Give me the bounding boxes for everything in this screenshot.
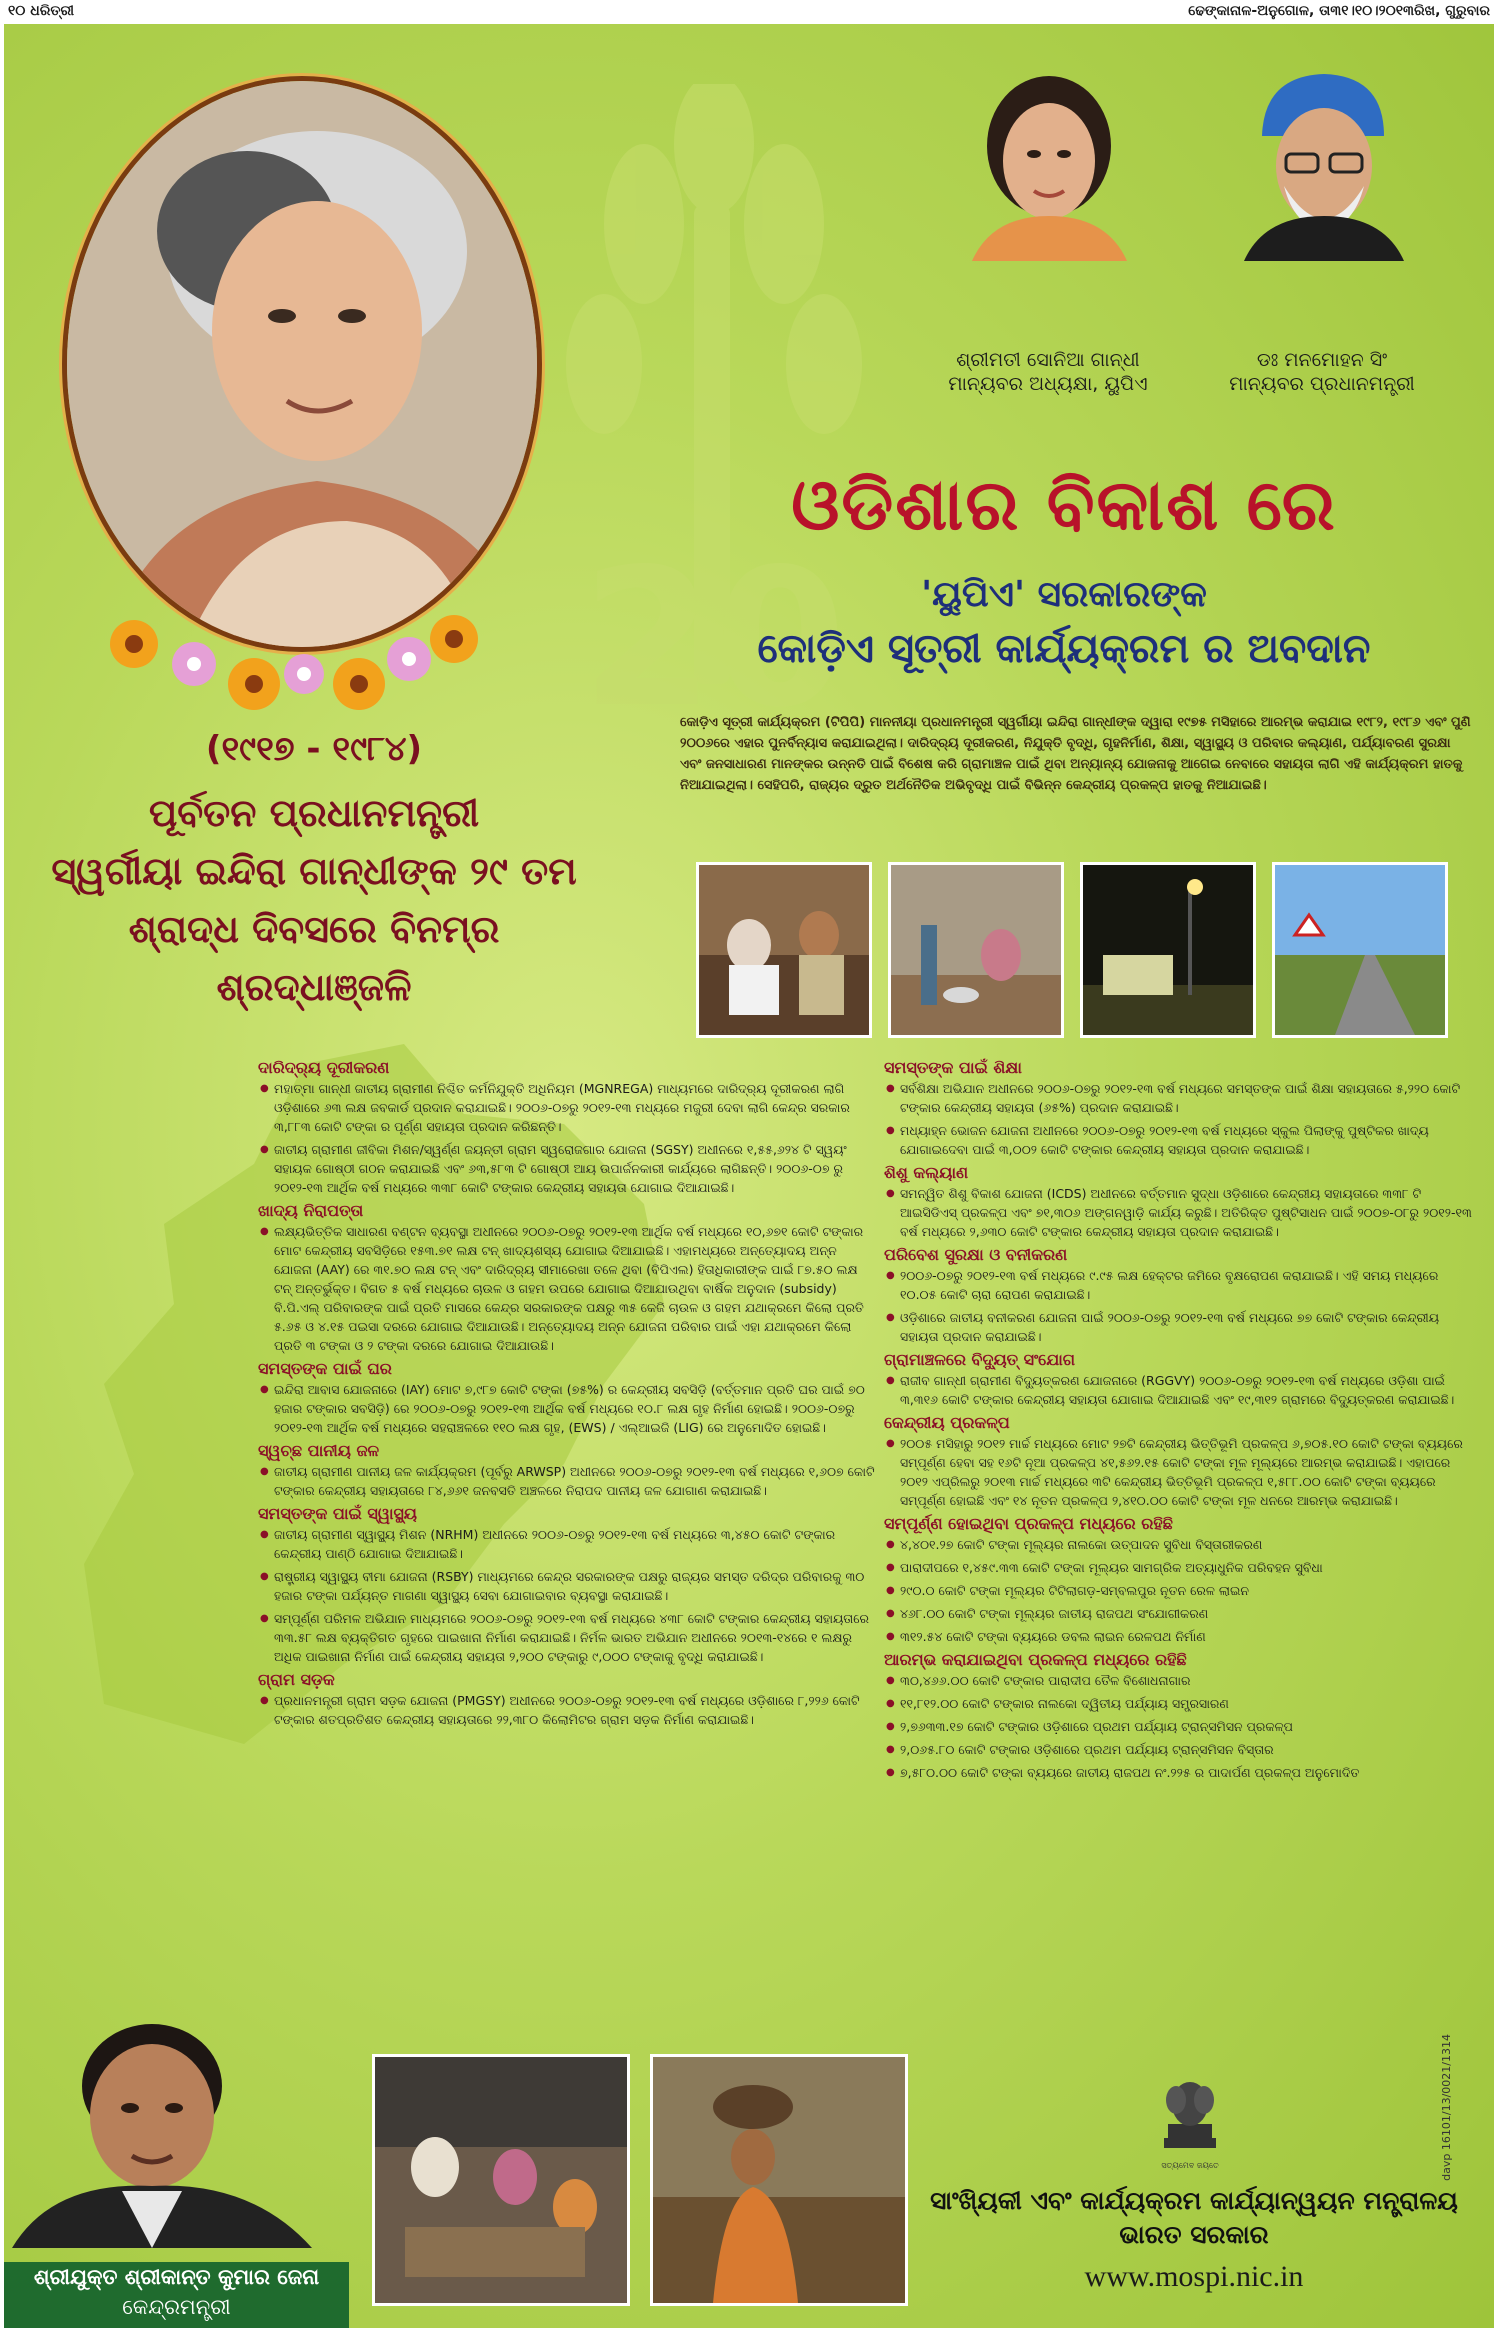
achievement-item: ● ୨୦୦୫ ମସିହାରୁ ୨୦୧୨ ମାର୍ଚ୍ଚ ମଧ୍ୟରେ ମୋଟ ୨୭ଟି କେନ୍ଦ୍ରୀୟ ଭିତ୍ତିଭୂମି ପ୍ରକଳ୍ପ ୬,୭୦୫.୧୦ କୋଟି ଟଙ୍କା ବ୍ୟୟରେ ସମ୍ପୂର୍ଣ୍ଣ ହେବା ସହ ୧୬ଟି ନୂଆ ପ୍ରକଳ୍ପ ୪୧,୫୬୨.୧୫ କୋଟି ଟଙ୍କା ମୂଳ ମୂଲ୍ୟରେ ଆରମ୍ଭ କରାଯାଇଛି। ଏହାପରେ ୨୦୧୨ ଏପ୍ରିଲରୁ ୨୦୧୩ ମାର୍ଚ୍ଚ ମଧ୍ୟରେ ୩ଟି କେନ୍ଦ୍ରୀୟ ଭିତ୍ତିଭୂମି ପ୍ରକଳ୍ପ ୧,୫୮୮.୦୦ କୋଟି ଟଙ୍କା ବ୍ୟୟରେ ସମ୍ପୂର୍ଣ୍ଣ ହୋଇଛି ଏବଂ ୧୪ ନୂତନ ପ୍ରକଳ୍ପ ୨,୪୧୦.୦୦ କୋଟି ଟଙ୍କା ମୂଳ ଧନରେ ଆରମ୍ଭ କରାଯାଇଛି। <box>884 1434 1476 1510</box>
achievement-item: ● ୪୬୮.୦୦ କୋଟି ଟଙ୍କା ମୂଲ୍ୟର ଜାତୀୟ ରାଜପଥ ସଂଯୋଗୀକରଣ <box>884 1604 1476 1623</box>
achievements-right-column <box>884 1054 1476 1786</box>
section-heading: ସମସ୍ତଙ୍କ ପାଇଁ ଶିକ୍ଷା <box>884 1058 1022 1077</box>
ministry-line-1: ସାଂଖ୍ୟିକୀ ଏବଂ କାର୍ଯ୍ୟକ୍ରମ କାର୍ଯ୍ୟାନ୍ୱୟନ ମନ୍ତ୍ରାଳୟ <box>930 2186 1458 2215</box>
achievement-item: ● ୩୧୨.୫୪ କୋଟି ଟଙ୍କା ବ୍ୟୟରେ ଡବଲ ଲାଇନ ରେଳପଥ ନିର୍ମାଣ <box>884 1627 1476 1646</box>
section-heading: ଦାରିଦ୍ର୍ୟ ଦୂରୀକରଣ <box>258 1058 390 1077</box>
rural-labour-photo <box>650 2054 908 2306</box>
achievement-item: ● ସମ୍ପୂର୍ଣ୍ଣ ପରିମଳ ଅଭିଯାନ ମାଧ୍ୟମରେ ୨୦୦୬-୦୭ରୁ ୨୦୧୨-୧୩ ବର୍ଷ ମଧ୍ୟରେ ୪୩୮ କୋଟି ଟଙ୍କାର କେନ୍ଦ୍ରୀୟ ସହାୟତାରେ ୩୩.୫୮ ଲକ୍ଷ ବ୍ୟକ୍ତିଗତ ଗୃହରେ ପାଇଖାନା ନିର୍ମାଣ କରାଯାଇଛି। ନିର୍ମଳ ଭାରତ ଅଭିଯାନ ଅଧୀନରେ ୨୦୧୩-୧୪ରେ ୧ ଲକ୍ଷରୁ ଅଧିକ ପାଇଖାନା ନିର୍ମାଣ ପାଇଁ କେନ୍ଦ୍ରୀୟ ସହାୟତା ୨,୨୦୦ ଟଙ୍କାରୁ ୯,୦୦୦ ଟଙ୍କାକୁ ବୃଦ୍ଧି କରାଯାଇଛି। <box>258 1609 878 1666</box>
manmohan-singh-caption <box>1192 348 1452 396</box>
tribute-message <box>44 784 584 1016</box>
achievement-item: ● ୪,୪୦୧.୨୭ କୋଟି ଟଙ୍କା ମୂଲ୍ୟର ନାଲକୋ ଉତ୍ପାଦନ ସୁବିଧା ବିସ୍ତାରୀକରଣ <box>884 1535 1476 1554</box>
svg-text:20: 20 <box>581 528 847 749</box>
sonia-gandhi-caption <box>918 348 1178 396</box>
page-number: ୧୦ ଧରିତ୍ରୀ <box>8 3 75 19</box>
achievement-item: ● ୨୯୦.୦ କୋଟି ଟଙ୍କା ମୂଲ୍ୟର ଟିଟିଲାଗଡ଼-ସମ୍ବଲପୁର ନୂତନ ରେଳ ଲାଇନ <box>884 1581 1476 1600</box>
main-headline: ଓଡିଶାର ବିକାଶ ରେ <box>791 464 1337 546</box>
achievement-item: ● ମହାତ୍ମା ଗାନ୍ଧୀ ଜାତୀୟ ଗ୍ରାମୀଣ ନିଶ୍ଚିତ କର୍ମନିଯୁକ୍ତି ଅଧିନିୟମ (MGNREGA) ମାଧ୍ୟମରେ ଦାରିଦ୍ର୍ୟ ଦୂରୀକରଣ ଲାଗି ଓଡ଼ିଶାରେ ୬୩ ଲକ୍ଷ ଜବକାର୍ଡ ପ୍ରଦାନ କରାଯାଇଛି। ୨୦୦୬-୦୭ରୁ ୨୦୧୨-୧୩ ମଧ୍ୟରେ ମଜୁରୀ ଦେବା ଲାଗି କେନ୍ଦ୍ର ସରକାର ୩,୮୮୩ କୋଟି ଟଙ୍କା ର ପୂର୍ଣ୍ଣ ସହାୟତା ପ୍ରଦାନ କରିଛନ୍ତି। <box>258 1079 878 1136</box>
section-heading: ସ୍ୱଚ୍ଛ ପାନୀୟ ଜଳ <box>258 1441 380 1460</box>
achievement-item: ● ଓଡ଼ିଶାରେ ଜାତୀୟ ବନୀକରଣ ଯୋଜନା ପାଇଁ ୨୦୦୬-୦୭ରୁ ୨୦୧୨-୧୩ ବର୍ଷ ମଧ୍ୟରେ ୭୭ କୋଟି ଟଙ୍କାର କେନ୍ଦ୍ରୀୟ ସହାୟତା ପ୍ରଦାନ କରାଯାଇଛି। <box>884 1308 1476 1346</box>
achievement-item: ● ଇନ୍ଦିରା ଆବାସ ଯୋଜନାରେ (IAY) ମୋଟ ୭,୯୮୭ କୋଟି ଟଙ୍କା (୭୫%) ର କେନ୍ଦ୍ରୀୟ ସବସିଡ଼ି (ବର୍ତ୍ତମାନ ପ୍ରତି ଘର ପାଇଁ ୭୦ ହଜାର ଟଙ୍କାର ସବସିଡ଼ି) ରେ ୨୦୦୬-୦୭ରୁ ୨୦୧୨-୧୩ ଆର୍ଥିକ ବର୍ଷ ମଧ୍ୟରେ ୧୦.୮ ଲକ୍ଷ ଗୃହ ନିର୍ମାଣ ହୋଇଛି। ୨୦୦୬-୦୭ରୁ ୨୦୧୨-୧୩ ଆର୍ଥିକ ବର୍ଷ ମଧ୍ୟରେ ସହରାଞ୍ଚଳରେ ୧୧୦ ଲକ୍ଷ ଗୃହ, (EWS) / ଏଲ୍ଆଇଜି (LIG) ରେ ଅନୁମୋଦିତ ହୋଇଛି। <box>258 1380 878 1437</box>
achievement-item: ● ୨,୭୬୩୩.୧୭ କୋଟି ଟଙ୍କାର ଓଡ଼ିଶାରେ ପ୍ରଥମ ପର୍ଯ୍ୟାୟ ଟ୍ରାନ୍ସମିସନ ପ୍ରକଳ୍ପ <box>884 1717 1476 1736</box>
tribute-line-2: ସ୍ୱର୍ଗୀୟା ଇନ୍ଦିରା ଗାନ୍ଧୀଙ୍କ ୨୯ ତମ <box>51 849 577 893</box>
ration-distribution-photo <box>372 2054 630 2306</box>
section-heading: ସମସ୍ତଙ୍କ ପାଇଁ ଘର <box>258 1359 392 1378</box>
achievement-item: ● ୩୦,୪୬୬.୦୦ କୋଟି ଟଙ୍କାର ପାରାଦୀପ ତୈଳ ବିଶୋଧନାଗାର <box>884 1671 1476 1690</box>
sonia-gandhi-photo <box>962 66 1137 261</box>
rural-road-photo <box>1272 862 1448 1038</box>
section-heading: ଆରମ୍ଭ କରାଯାଇଥିବା ପ୍ରକଳ୍ପ ମଧ୍ୟରେ ରହିଛି <box>884 1650 1187 1669</box>
davp-code: davp 16101/13/0021/1314 <box>1440 2034 1453 2181</box>
achievement-item: ● ୨,୦୬୫.୮୦ କୋଟି ଟଙ୍କାର ଓଡ଼ିଶାରେ ପ୍ରଥମ ପର୍ଯ୍ୟାୟ ଟ୍ରାନ୍ସମିସନ ବିସ୍ତାର <box>884 1740 1476 1759</box>
newspaper-header <box>0 0 1498 22</box>
achievement-item: ● ସମନ୍ୱିତ ଶିଶୁ ବିକାଶ ଯୋଜନା (ICDS) ଅଧୀନରେ ବର୍ତ୍ତମାନ ସୁଦ୍ଧା ଓଡ଼ିଶାରେ କେନ୍ଦ୍ରୀୟ ସହାୟତାରେ ୩୩୮ ଟି ଆଇସିଡିଏସ୍ ପ୍ରକଳ୍ପ ଏବଂ ୭୧,୩୦୬ ଅଙ୍ଗନୱାଡ଼ି କାର୍ଯ୍ୟ କରୁଛି। ଅତିରିକ୍ତ ପୁଷ୍ଟିସାଧନ ପାଇଁ ୨୦୦୭-୦୮ରୁ ୨୦୧୨-୧୩ ବର୍ଷ ମଧ୍ୟରେ ୨,୬୩୦ କୋଟି ଟଙ୍କାର କେନ୍ଦ୍ରୀୟ ସହାୟତା ପ୍ରଦାନ କରାଯାଇଛି। <box>884 1184 1476 1241</box>
achievement-item: ● ୭,୫୮୦.୦୦ କୋଟି ଟଙ୍କା ବ୍ୟୟରେ ଜାତୀୟ ରାଜପଥ ନଂ.୨୨୫ ର ପାଦାର୍ପଣ ପ୍ରକଳ୍ପ ଅନୁମୋଦିତ <box>884 1763 1476 1782</box>
section-heading: ପରିବେଶ ସୁରକ୍ଷା ଓ ବନୀକରଣ <box>884 1245 1068 1264</box>
ministry-name <box>924 2184 1464 2252</box>
advertisement <box>4 24 1494 2328</box>
section-heading: ଶିଶୁ କଲ୍ୟାଣ <box>884 1163 969 1182</box>
minister-name: ଶ୍ରୀଯୁକ୍ତ ଶ୍ରୀକାନ୍ତ କୁମାର ଜେନା <box>33 2265 320 2289</box>
achievement-item: ● ପ୍ରଧାନମନ୍ତ୍ରୀ ଗ୍ରାମ ସଡ଼କ ଯୋଜନା (PMGSY) ଅଧୀନରେ ୨୦୦୬-୦୭ରୁ ୨୦୧୨-୧୩ ବର୍ଷ ମଧ୍ୟରେ ଓଡ଼ିଶାରେ ୮,୨୨୬ କୋଟି ଟଙ୍କାର ଶତପ୍ରତିଶତ କେନ୍ଦ୍ରୀୟ ସହାୟତାରେ ୨୨,୩୮୦ କିଲୋମିଟର ଗ୍ରାମ ସଡ଼କ ନିର୍ମାଣ କରାଯାଇଛି। <box>258 1691 878 1729</box>
subheadline-programme: କୋଡ଼ିଏ ସୂତ୍ରୀ କାର୍ଯ୍ୟକ୍ରମ ର ଅବଦାନ <box>757 626 1371 672</box>
section-heading: ସମ୍ପୂର୍ଣ୍ଣ ହୋଇଥିବା ପ୍ରକଳ୍ପ ମଧ୍ୟରେ ରହିଛି <box>884 1514 1173 1533</box>
minister-title: କେନ୍ଦ୍ରମନ୍ତ୍ରୀ <box>122 2295 231 2319</box>
achievement-item: ● ୧୧,୮୧୨.୦୦ କୋଟି ଟଙ୍କାର ନାଲକୋ ଦ୍ୱିତୀୟ ପର୍ଯ୍ୟାୟ ସମ୍ପ୍ରସାରଣ <box>884 1694 1476 1713</box>
achievement-item: ● ଜାତୀୟ ଗ୍ରାମୀଣ ଜୀବିକା ମିଶନ/ସ୍ୱର୍ଣ୍ଣ ଜୟନ୍ତୀ ଗ୍ରାମ ସ୍ୱରୋଜଗାର ଯୋଜନା (SGSY) ଅଧୀନରେ ୧,୫୫,୬୨୪ ଟି ସ୍ୱୟଂ ସହାୟକ ଗୋଷ୍ଠୀ ଗଠନ କରାଯାଇଛି ଏବଂ ୬୩,୫୮୩ ଟି ଗୋଷ୍ଠୀ ଆୟ ଉପାର୍ଜନକାରୀ କାର୍ଯ୍ୟରେ ଲାଗିଛନ୍ତି। ୨୦୦୬-୦୭ ରୁ ୨୦୧୨-୧୩ ଆର୍ଥିକ ବର୍ଷ ମଧ୍ୟରେ ୩୩୮ କୋଟି ଟଙ୍କାର କେନ୍ଦ୍ରୀୟ ସହାୟତା ଯୋଗାଇ ଦିଆଯାଇଛି। <box>258 1140 878 1197</box>
minister-nameplate <box>4 2262 349 2328</box>
emblem-motto: ସତ୍ୟମେବ ଜୟତେ <box>1161 2161 1219 2170</box>
achievement-item: ● ୨୦୦୬-୦୭ରୁ ୨୦୧୨-୧୩ ବର୍ଷ ମଧ୍ୟରେ ୯.୯୫ ଲକ୍ଷ ହେକ୍ଟର ଜମିରେ ବୃକ୍ଷରୋପଣ କରାଯାଇଛି। ଏହି ସମୟ ମଧ୍ୟରେ ୧୦.୦୫ କୋଟି ଚାରା ରୋପଣ କରାଯାଇଛି। <box>884 1266 1476 1304</box>
achievement-item: ● ରାଷ୍ଟ୍ରୀୟ ସ୍ୱାସ୍ଥ୍ୟ ବୀମା ଯୋଜନା (RSBY) ମାଧ୍ୟମରେ କେନ୍ଦ୍ର ସରକାରଙ୍କ ପକ୍ଷରୁ ରାଜ୍ୟର ସମସ୍ତ ଦରିଦ୍ର ପରିବାରକୁ ୩୦ ହଜାର ଟଙ୍କା ପର୍ଯ୍ୟନ୍ତ ମାଗଣା ସ୍ୱାସ୍ଥ୍ୟ ସେବା ଯୋଗାଇବାର ବ୍ୟବସ୍ଥା କରାଯାଇଛି। <box>258 1567 878 1605</box>
health-checkup-photo <box>696 862 872 1038</box>
section-heading: ସମସ୍ତଙ୍କ ପାଇଁ ସ୍ୱାସ୍ଥ୍ୟ <box>258 1504 417 1523</box>
tribute-line-3: ଶ୍ରାଦ୍ଧ ଦିବସରେ ବିନମ୍ର ଶ୍ରଦ୍ଧାଞ୍ଜଳି <box>128 907 500 1009</box>
flower-garland <box>104 604 484 714</box>
minister-portrait <box>12 2016 312 2248</box>
ministry-website-link[interactable]: www.mospi.nic.in <box>1084 2260 1304 2293</box>
achievement-item: ● ସର୍ବଶିକ୍ଷା ଅଭିଯାନ ଅଧୀନରେ ୨୦୦୬-୦୭ରୁ ୨୦୧୨-୧୩ ବର୍ଷ ମଧ୍ୟରେ ସମସ୍ତଙ୍କ ପାଇଁ ଶିକ୍ଷା ସହାୟତାରେ ୫,୨୨୦ କୋଟି ଟଙ୍କାର କେନ୍ଦ୍ରୀୟ ସହାୟତା (୬୫%) ପ୍ରଦାନ କରାଯାଇଛି। <box>884 1079 1476 1117</box>
achievement-item: ● ଜାତୀୟ ଗ୍ରାମୀଣ ସ୍ୱାସ୍ଥ୍ୟ ମିଶନ (NRHM) ଅଧୀନରେ ୨୦୦୬-୦୭ରୁ ୨୦୧୨-୧୩ ବର୍ଷ ମଧ୍ୟରେ ୩,୪୫୦ କୋଟି ଟଙ୍କାର କେନ୍ଦ୍ରୀୟ ପାଣ୍ଠି ଯୋଗାଇ ଦିଆଯାଇଛି। <box>258 1525 878 1563</box>
indira-gandhi-portrait <box>62 76 542 652</box>
water-supply-photo <box>888 862 1064 1038</box>
achievement-item: ● ରାଜୀବ ଗାନ୍ଧୀ ଗ୍ରାମୀଣ ବିଦ୍ୟୁତ୍‌କରଣ ଯୋଜନାରେ (RGGVY) ୨୦୦୬-୦୭ରୁ ୨୦୧୨-୧୩ ବର୍ଷ ମଧ୍ୟରେ ଓଡ଼ିଶା ପାଇଁ ୩,୩୧୬ କୋଟି ଟଙ୍କାର କେନ୍ଦ୍ରୀୟ ସହାୟତା ଯୋଗାଇ ଦିଆଯାଇଛି ଏବଂ ୧୯,୩୧୨ ଗ୍ରାମରେ ବିଦ୍ୟୁତ୍‌କରଣ କରାଯାଇଛି। <box>884 1371 1476 1409</box>
manmohan-singh-photo <box>1234 66 1409 261</box>
leader-role: ମାନ୍ୟବର ଅଧ୍ୟକ୍ଷା, ୟୁପିଏ <box>948 373 1148 395</box>
ministry-line-2: ଭାରତ ସରକାର <box>1119 2220 1269 2249</box>
intro-paragraph: କୋଡ଼ିଏ ସୂତ୍ରୀ କାର୍ଯ୍ୟକ୍ରମ (ଟିପିପି) ମାନନୀୟା ପ୍ରଧାନମନ୍ତ୍ରୀ ସ୍ୱର୍ଗୀୟା ଇନ୍ଦିରା ଗାନ୍ଧୀଙ୍କ ଦ୍ୱାରା ୧୯୭୫ ମସିହାରେ ଆରମ୍ଭ କରାଯାଇ ୧୯୮୨, ୧୯୮୬ ଏବଂ ପୁଣି ୨୦୦୬ରେ ଏହାର ପୁନର୍ବିନ୍ୟାସ କରାଯାଇଥିଲା। ଦାରିଦ୍ର୍ୟ ଦୂରୀକରଣ, ନିଯୁକ୍ତି ବୃଦ୍ଧି, ଗୃହନିର୍ମାଣ, ଶିକ୍ଷା, ସ୍ୱାସ୍ଥ୍ୟ ଓ ପରିବାର କଲ୍ୟାଣ, ପର୍ଯ୍ୟାବରଣ ସୁରକ୍ଷା ଏବଂ ଜନସାଧାରଣ ମାନଙ୍କର ଉନ୍ନତି ପାଇଁ ବିଶେଷ କରି ଗ୍ରାମାଞ୍ଚଳ ପାଇଁ ଥିବା ଅନ୍ୟାନ୍ୟ ଯୋଜନାକୁ ଆଗେଇ ନେବାରେ ସହାୟତା ଲାଗି ଏହି କାର୍ଯ୍ୟକ୍ରମ ହାତକୁ ନିଆଯାଇଥିଲା। ସେହିପରି, ରାଜ୍ୟର ଦ୍ରୁତ ଅର୍ଥନୈତିକ ଅଭିବୃଦ୍ଧି ପାଇଁ ବିଭିନ୍ନ କେନ୍ଦ୍ରୀୟ ପ୍ରକଳ୍ପ ହାତକୁ ନିଆଯାଇଛି। <box>680 715 1471 793</box>
achievement-item: ● ମଧ୍ୟାହ୍ନ ଭୋଜନ ଯୋଜନା ଅଧୀନରେ ୨୦୦୬-୦୭ରୁ ୨୦୧୨-୧୩ ବର୍ଷ ମଧ୍ୟରେ ସ୍କୁଲ ପିଲାଙ୍କୁ ପୁଷ୍ଟିକର ଖାଦ୍ୟ ଯୋଗାଇଦେବା ପାଇଁ ୩,୦୦୨ କୋଟି ଟଙ୍କାର କେନ୍ଦ୍ରୀୟ ସହାୟତା ପ୍ରଦାନ କରାଯାଇଛି। <box>884 1121 1476 1159</box>
subheadline-upa: 'ୟୁପିଏ' ସରକାରଙ୍କ <box>921 574 1207 615</box>
rural-electrification-photo <box>1080 862 1256 1038</box>
national-emblem-icon <box>1154 2064 1226 2176</box>
achievement-item: ● ଜାତୀୟ ଗ୍ରାମୀଣ ପାନୀୟ ଜଳ କାର୍ଯ୍ୟକ୍ରମ (ପୂର୍ବରୁ ARWSP) ଅଧୀନରେ ୨୦୦୬-୦୭ରୁ ୨୦୧୨-୧୩ ବର୍ଷ ମଧ୍ୟରେ ୧,୬୦୭ କୋଟି ଟଙ୍କାର କେନ୍ଦ୍ରୀୟ ସହାୟତାରେ ୮୪,୬୬୧ ଜନବସତି ଅଞ୍ଚଳରେ ନିରାପଦ ପାନୀୟ ଜଳ ଯୋଗାଣ କରାଯାଇଛି। <box>258 1462 878 1500</box>
leader-role: ମାନ୍ୟବର ପ୍ରଧାନମନ୍ତ୍ରୀ <box>1229 373 1415 395</box>
tribute-line-1: ପୂର୍ବତନ ପ୍ରଧାନମନ୍ତ୍ରୀ <box>148 791 480 835</box>
dateline: ଢେଙ୍କାନାଳ-ଅନୁଗୋଳ, ତା୩୧।୧୦।୨୦୧୩ରିଖ, ଗୁରୁବାର <box>1188 3 1490 19</box>
achievements-left-column <box>258 1054 878 1733</box>
achievement-item: ● ଲକ୍ଷ୍ୟଭିତ୍ତିକ ସାଧାରଣ ବଣ୍ଟନ ବ୍ୟବସ୍ଥା ଅଧୀନରେ ୨୦୦୬-୦୭ରୁ ୨୦୧୨-୧୩ ଆର୍ଥିକ ବର୍ଷ ମଧ୍ୟରେ ୧୦,୬୭୧ କୋଟି ଟଙ୍କାର ମୋଟ କେନ୍ଦ୍ରୀୟ ସବସିଡ଼ିରେ ୧୫୩.୭୧ ଲକ୍ଷ ଟନ୍ ଖାଦ୍ୟଶସ୍ୟ ଯୋଗାଇ ଦିଆଯାଇଛି। ଏହାମଧ୍ୟରେ ଅନ୍ତ୍ୟୋଦୟ ଅନ୍ନ ଯୋଜନା (AAY) ରେ ୩୧.୭୦ ଲକ୍ଷ ଟନ୍ ଏବଂ ଦାରିଦ୍ର୍ୟ ସୀମାରେଖା ତଳେ ଥିବା (ବିପିଏଲ) ହିତାଧିକାରୀଙ୍କ ପାଇଁ ୮୭.୫୦ ଲକ୍ଷ ଟନ୍ ଅନ୍ତର୍ଭୁକ୍ତ। ବିଗତ ୫ ବର୍ଷ ମଧ୍ୟରେ ଚାଉଳ ଓ ଗହମ ଉପରେ ଯୋଗାଇ ଦିଆଯାଉଥିବା ବାର୍ଷିକ ଅନୁଦାନ (subsidy) ବି.ପି.ଏଲ୍ ପରିବାରଙ୍କ ପାଇଁ ପ୍ରତି ମାସରେ କେନ୍ଦ୍ର ସରକାରଙ୍କ ପକ୍ଷରୁ ୩୫ କେଜି ଚାଉଳ ଓ ଗହମ ଯଥାକ୍ରମେ କିଲୋ ପ୍ରତି ୫.୬୫ ଓ ୪.୧୫ ପଇସା ଦରରେ ଯୋଗାଇ ଦିଆଯାଉଛି। ଅନ୍ତ୍ୟୋଦୟ ଅନ୍ନ ଯୋଜନା ପରିବାର ପାଇଁ ଏହା ଯଥାକ୍ରମେ କିଲୋ ପ୍ରତି ୩ ଟଙ୍କା ଓ ୨ ଟଙ୍କା ଦରରେ ଯୋଗାଇ ଦିଆଯାଉଛି। <box>258 1222 878 1355</box>
section-heading: ଗ୍ରାମ ସଡ଼କ <box>258 1670 335 1689</box>
achievement-item: ● ପାରାଦୀପରେ ୧,୪୫୯.୩୩ କୋଟି ଟଙ୍କା ମୂଲ୍ୟର ସାମଗ୍ରିକ ଅତ୍ୟାଧୁନିକ ପରିବହନ ସୁବିଧା <box>884 1558 1476 1577</box>
lifespan-years: (୧୯୧୭ - ୧୯୮୪) <box>205 729 423 769</box>
leader-name: ଡଃ ମନମୋହନ ସିଂ <box>1256 349 1388 371</box>
leader-name: ଶ୍ରୀମତୀ ସୋନିଆ ଗାନ୍ଧୀ <box>956 349 1140 371</box>
section-heading: କେନ୍ଦ୍ରୀୟ ପ୍ରକଳ୍ପ <box>884 1413 1010 1432</box>
section-heading: ଖାଦ୍ୟ ନିରାପତ୍ତା <box>258 1201 364 1220</box>
section-heading: ଗ୍ରାମାଞ୍ଚଳରେ ବିଦ୍ୟୁତ୍ ସଂଯୋଗ <box>884 1350 1076 1369</box>
